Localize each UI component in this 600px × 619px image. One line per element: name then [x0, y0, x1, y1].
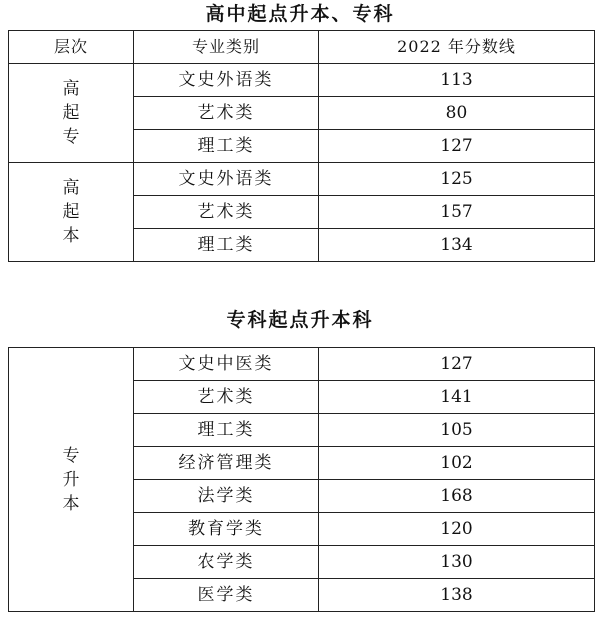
score-cell: 127	[319, 130, 595, 163]
level-char: 升	[62, 469, 80, 490]
category-cell: 艺术类	[134, 381, 319, 414]
section1-table	[8, 30, 595, 262]
score-cell: 125	[319, 163, 595, 196]
score-cell: 113	[319, 64, 595, 97]
table-header-row	[9, 31, 595, 64]
category-cell: 医学类	[134, 579, 319, 612]
section1-title: 高中起点升本、专科	[205, 3, 395, 25]
score-cell: 138	[319, 579, 595, 612]
score-cell: 80	[319, 97, 595, 130]
level-cell-zhuanshengben	[9, 348, 134, 612]
level-char: 起	[62, 202, 80, 222]
level-char: 本	[62, 493, 80, 514]
level-char: 高	[62, 79, 80, 99]
table-row	[9, 64, 595, 97]
section2-title: 专科起点升本科	[226, 309, 374, 331]
category-cell: 教育学类	[134, 513, 319, 546]
category-cell: 文史外语类	[134, 64, 319, 97]
header-level: 层次	[9, 31, 134, 64]
category-cell: 理工类	[134, 229, 319, 262]
category-cell: 法学类	[134, 480, 319, 513]
category-cell: 农学类	[134, 546, 319, 579]
score-cell: 130	[319, 546, 595, 579]
level-char: 专	[62, 127, 80, 147]
level-char: 起	[62, 103, 80, 123]
table-row	[9, 348, 595, 381]
score-cell: 134	[319, 229, 595, 262]
category-cell: 文史外语类	[134, 163, 319, 196]
category-cell: 理工类	[134, 130, 319, 163]
level-cell-gaoqiben	[9, 163, 134, 262]
level-char: 本	[62, 226, 80, 246]
score-cell: 105	[319, 414, 595, 447]
category-cell: 经济管理类	[134, 447, 319, 480]
category-cell: 艺术类	[134, 196, 319, 229]
section2-table	[8, 347, 595, 612]
score-cell: 168	[319, 480, 595, 513]
score-cell: 141	[319, 381, 595, 414]
level-char: 高	[62, 178, 80, 198]
header-score: 2022 年分数线	[319, 31, 595, 64]
level-char: 专	[62, 445, 80, 466]
score-cell: 127	[319, 348, 595, 381]
score-cell: 102	[319, 447, 595, 480]
level-cell-gaoqizhuan	[9, 64, 134, 163]
header-category: 专业类别	[134, 31, 319, 64]
table-row	[9, 163, 595, 196]
score-cell: 120	[319, 513, 595, 546]
category-cell: 艺术类	[134, 97, 319, 130]
category-cell: 理工类	[134, 414, 319, 447]
score-cell: 157	[319, 196, 595, 229]
category-cell: 文史中医类	[134, 348, 319, 381]
